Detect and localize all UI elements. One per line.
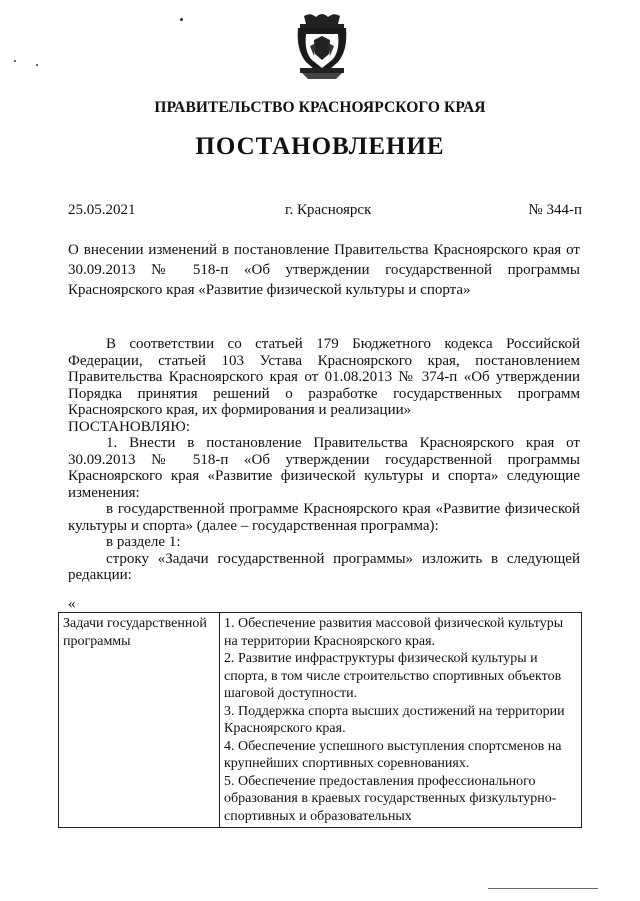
document-body [68,336,580,584]
table-tasks-cell [220,613,582,828]
table-label-cell: Задачи государственной программы [59,613,220,828]
document-city: г. Красноярск [285,202,372,218]
scan-speck [36,64,38,66]
scan-speck [14,60,16,62]
decree-word: ПОСТАНОВЛЯЮ: [68,418,190,435]
line-paragraph: строку «Задачи государственной программы» изложить в следующей редакции: [68,550,580,583]
table-row [59,613,582,828]
task-item: 1. Обеспечение развития массовой физической культуры на территории Красноярского края. [224,616,564,649]
tasks-table [58,612,582,828]
item-1-paragraph: 1. Внести в постановление Правительства Красноярского края от 30.09.2013 № 518-п «Об утверждении государственной программы Красноярского края «Развитие физической культуры и спорта» следующие изменения: [68,435,580,501]
scan-speck [180,18,183,21]
footer-rule [488,888,598,889]
preamble-paragraph: В соответствии со статьей 179 Бюджетного кодекса Российской Федерации, статьей 103 Устава Красноярского края, постановлением Правительства Красноярского края от 01.08.2013 № 374-п «Об утверждении Порядка принятия решений о разработке государственных программ Красноярского края, их формирования и реализации» [68,336,580,418]
opening-quote-mark: « [68,596,76,612]
document-date: 25.05.2021 [68,202,136,218]
task-item: 4. Обеспечение успешного выступления спортсменов на крупнейших спортивных соревнованиях. [224,738,562,771]
task-item: 3. Поддержка спорта высших достижений на территории Красноярского края. [224,703,565,736]
task-item: 2. Развитие инфраструктуры физической культуры и спорта, в том числе строительство спортивных объектов шаговой доступности. [224,651,562,701]
organization-name: ПРАВИТЕЛЬСТВО КРАСНОЯРСКОГО КРАЯ [154,99,486,116]
document-number: № 344-п [528,202,582,218]
document-subject: О внесении изменений в постановление Правительства Красноярского края от 30.09.2013 № 518-п «Об утверждении государственной программы Красноярского края «Развитие физической культуры и спорта» [68,242,580,298]
coat-of-arms-emblem [296,10,348,80]
section-paragraph: в разделе 1: [106,534,181,550]
document-type-title: ПОСТАНОВЛЕНИЕ [195,133,445,160]
task-item: 5. Обеспечение предоставления профессионального образования в краевых государственных физкультурно-спортивных и образовательных [224,773,557,824]
program-paragraph: в государственной программе Красноярского края «Развитие физической культуры и спорта» (далее – государственная программа): [68,501,580,534]
